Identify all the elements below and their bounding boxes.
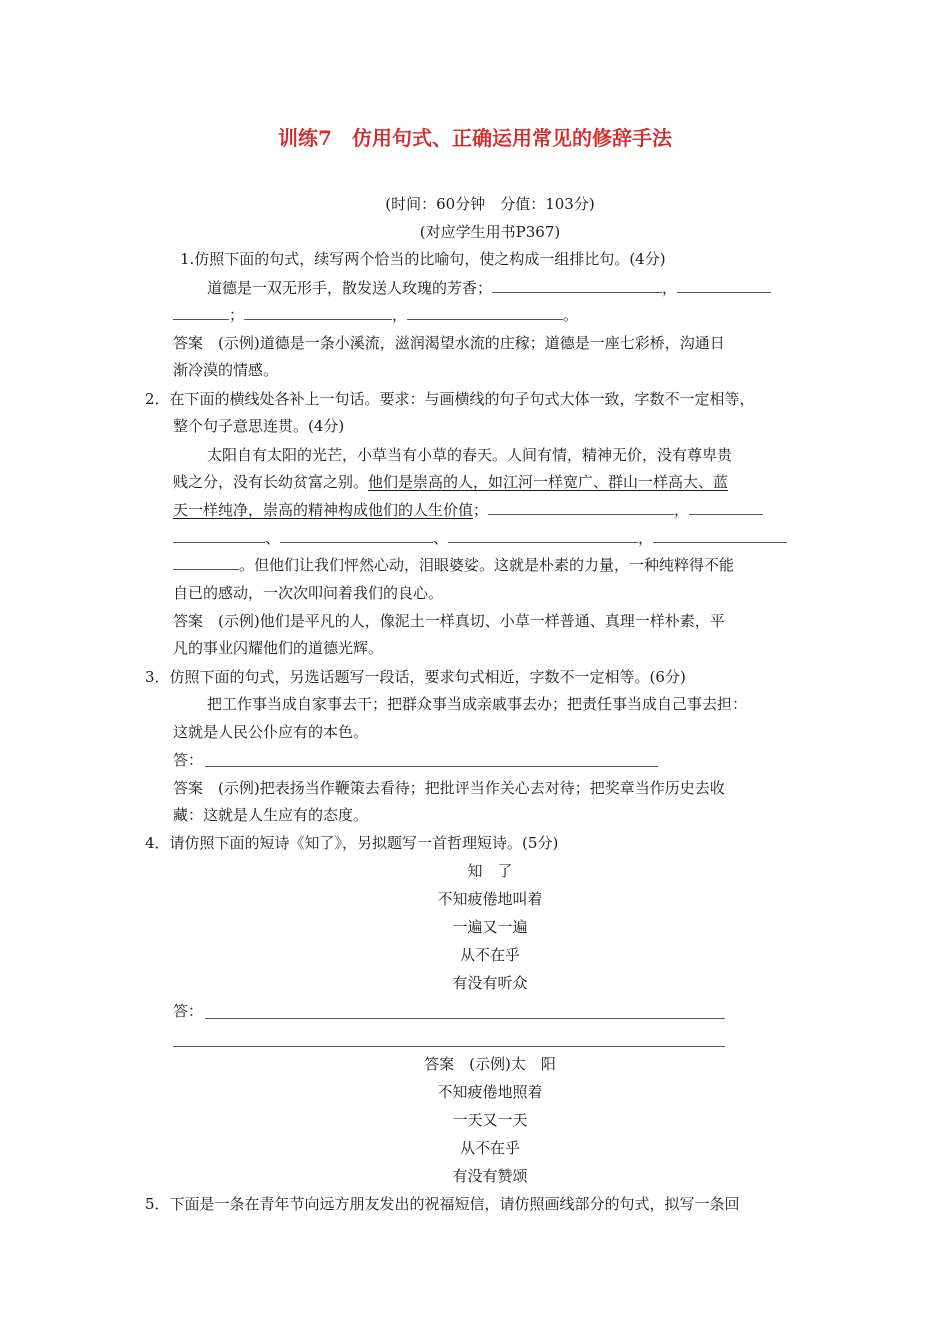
q1-blank-4[interactable] bbox=[407, 305, 563, 320]
q2-stem: 2．在下面的横线处各补上一句话。要求：与画横线的句子句式大体一致，字数不一定相等， bbox=[145, 390, 755, 408]
q4-stem: 4．请仿照下面的短诗《知了》，另拟题写一首哲理短诗。(5分) bbox=[145, 834, 559, 852]
q2-underlined-sentence: 他们是崇高的人，如江河一样宽广、群山一样高大、蓝 bbox=[368, 473, 729, 491]
q2-passage: 太阳自有太阳的光芒，小草当有小草的春天。人间有情，精神无价，没有尊卑贵 bbox=[207, 446, 733, 464]
q1-stem: 1.仿照下面的句式，续写两个恰当的比喻句，使之构成一组排比句。(4分) bbox=[180, 250, 666, 268]
poem-line: 不知疲倦地叫着 bbox=[437, 890, 543, 908]
q2-passage-2: 贱之分，没有长幼贫富之别。他们是崇高的人，如江河一样宽广、群山一样高大、蓝 bbox=[173, 473, 729, 491]
q2-answer-cont: 凡的事业闪耀他们的道德光辉。 bbox=[173, 639, 384, 657]
q1-text: 道德是一双无形手，散发送人玫瑰的芳香； ， bbox=[207, 278, 771, 298]
q3-answer-cont: 藏：这就是人生应有的态度。 bbox=[173, 806, 369, 824]
q4-answer-line-1[interactable] bbox=[205, 1018, 725, 1019]
q2-stem-cont: 整个句子意思连贯。(4分) bbox=[173, 417, 345, 435]
poem-line: 有没有听众 bbox=[452, 974, 528, 992]
poem-title: 知 了 bbox=[467, 862, 513, 880]
q4-answer-label: 答： bbox=[173, 1002, 204, 1020]
q3-passage-cont: 这就是人民公仆应有的本色。 bbox=[173, 723, 369, 741]
page-title: 训练7 仿用句式、正确运用常见的修辞手法 bbox=[278, 126, 672, 150]
q2-passage-4: 、 、 ， bbox=[173, 528, 787, 548]
q2-passage-6: 自已的感动，一次次叩问着我们的良心。 bbox=[173, 584, 444, 602]
q2-blank-2b[interactable] bbox=[173, 528, 265, 543]
answer-poem-line: 一天又一天 bbox=[452, 1111, 528, 1129]
q5-stem: 5．下面是一条在青年节向远方朋友发出的祝福短信，请仿照画线部分的句式，拟写一条回 bbox=[145, 1195, 740, 1213]
q2-blank-4[interactable] bbox=[448, 528, 638, 543]
poem-line: 一遍又一遍 bbox=[452, 918, 528, 936]
poem-line: 从不在乎 bbox=[459, 946, 520, 964]
q2-blank-2[interactable] bbox=[689, 500, 763, 515]
q2-blank-5[interactable] bbox=[653, 528, 787, 543]
q1-answer-cont: 渐冷漠的情感。 bbox=[173, 361, 279, 379]
q3-passage: 把工作事当成自家事去干；把群众事当成亲戚事去办；把责任事当成自己事去担： bbox=[207, 695, 748, 713]
q2-underlined-sentence-cont: 天一样纯净，崇高的精神构成他们的人生价值 bbox=[173, 501, 474, 519]
q3-answer-label: 答： bbox=[173, 751, 204, 769]
q1-text-cont: ； ， 。 bbox=[173, 305, 578, 325]
answer-poem-line: 不知疲倦地照着 bbox=[437, 1083, 543, 1101]
q4-answer-line-2[interactable] bbox=[173, 1046, 725, 1047]
q1-blank-3[interactable] bbox=[244, 305, 392, 320]
book-reference: (对应学生用书P367) bbox=[419, 223, 561, 241]
q2-blank-1[interactable] bbox=[488, 500, 674, 515]
q1-blank-1[interactable] bbox=[492, 278, 662, 293]
q2-blank-5b[interactable] bbox=[173, 555, 239, 570]
q3-answer-line[interactable] bbox=[205, 766, 658, 767]
answer-poem-line: 有没有赞颂 bbox=[452, 1167, 528, 1185]
q2-passage-3: 天一样纯净，崇高的精神构成他们的人生价值； ， bbox=[173, 500, 763, 520]
answer-poem-line: 从不在乎 bbox=[459, 1139, 520, 1157]
time-score: (时间：60分钟 分值：103分) bbox=[385, 195, 595, 213]
q3-stem: 3．仿照下面的句式，另选话题写一段话，要求句式相近，字数不一定相等。(6分) bbox=[145, 668, 686, 686]
q1-blank-2[interactable] bbox=[677, 278, 771, 293]
q3-answer: 答案 (示例)把表扬当作鞭策去看待；把批评当作关心去对待；把奖章当作历史去收 bbox=[173, 779, 725, 797]
answer-poem-title: 答案 (示例)太 阳 bbox=[424, 1055, 556, 1073]
q2-passage-5: 。但他们让我们怦然心动，泪眼婆娑。这就是朴素的力量，一种纯粹得不能 bbox=[173, 555, 734, 575]
q2-blank-3[interactable] bbox=[280, 528, 433, 543]
q1-blank-2b[interactable] bbox=[173, 305, 229, 320]
q2-answer: 答案 (示例)他们是平凡的人，像泥土一样真切、小草一样普通、真理一样朴素，平 bbox=[173, 612, 725, 630]
q1-prompt: 道德是一双无形手，散发送人玫瑰的芳香； bbox=[207, 279, 493, 297]
q1-answer: 答案 (示例)道德是一条小溪流，滋润渴望水流的庄稼；道德是一座七彩桥，沟通日 bbox=[173, 334, 725, 352]
